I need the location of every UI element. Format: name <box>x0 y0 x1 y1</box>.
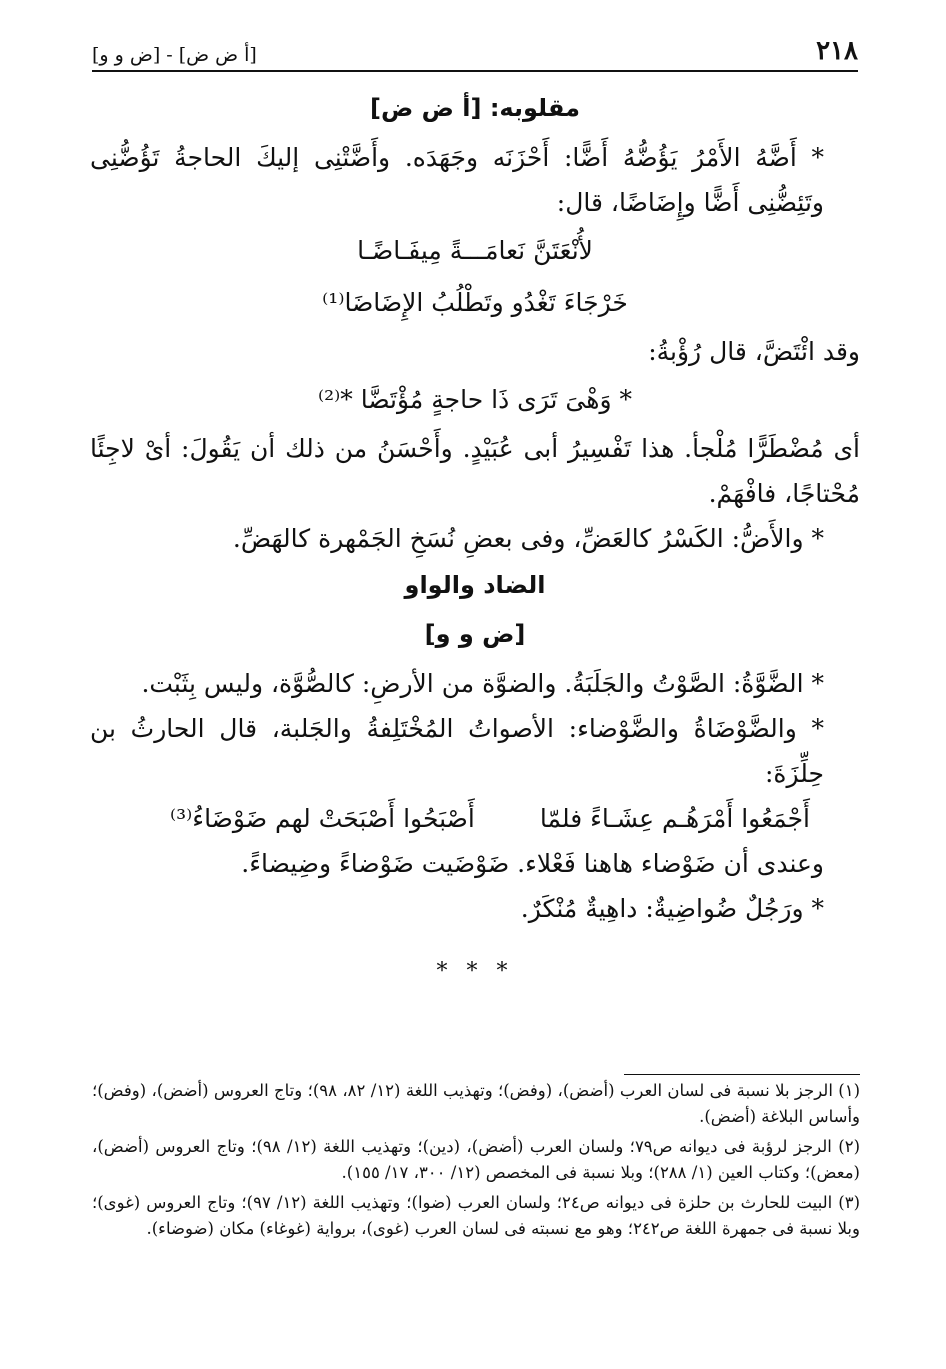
hemistich-second: أَصْبَحُوا أَصْبَحَتْ لهم ضَوْضَاءُ⁽³⁾ <box>170 804 475 833</box>
section-heading-maqlub: مقلوبه: [أ ض ض] <box>370 94 580 122</box>
paragraph: أى مُضْطَرًّا مُلْجأ. هذا تَفْسِيرُ أبى عُبَيْدٍ. وأَحْسَنُ من ذلك أن يَقُولَ: أىْ لاجِئًا مُحْتاجًا، فافْهَمْ. <box>90 434 860 508</box>
verse-line: لأُنْعَتَنَّ نَعامَـــةً مِيفَـاضًـا <box>357 236 593 265</box>
running-head: [أ ض ض] - [ض و و] <box>92 44 257 66</box>
paragraph: * أَضَّهُ الأَمْرُ يَؤُضُّهُ أَضًّا: أَحْزَنَه وجَهَدَه. وأَضَّتْنِى إليكَ الحاجةُ تَؤُضُّنِى وتَئِضُّنِى أَضًّا وإِضَاضًا، قال: <box>90 143 824 217</box>
root-heading: [ض و و] <box>424 620 526 648</box>
paragraph: * ورَجُلٌ ضُواضِيةٌ: داهِيةٌ مُنْكَرٌ. <box>520 894 824 923</box>
page-header <box>92 30 858 72</box>
footnote-rule <box>624 1074 860 1075</box>
paragraph: * والأَضُّ: الكَسْرُ كالعَضِّ، وفى بعضِ نُسَخِ الجَمْهرة كالهَضِّ. <box>232 524 824 553</box>
paragraph: * والضَّوْضَاةُ والضَّوْضاء: الأصواتُ المُخْتَلِفةُ والجَلبة، قال الحارثُ بن حِلِّزَةَ: <box>90 714 824 788</box>
verse-line: * وَهْىَ تَرَى ذَا حاجةٍ مُؤْتَضَّا *⁽²⁾ <box>318 385 632 414</box>
page-number: ٢١٨ <box>816 36 858 66</box>
paragraph: وعندى أن ضَوْضاء هاهنا فَعْلاء. ضَوْضَيت ضَوْضاءً وضِيضاءً. <box>241 849 824 878</box>
verse-couplet <box>90 796 860 841</box>
paragraph: * الضَّوَّةُ: الصَّوْتُ والجَلَبَةُ. والضوَّة من الأرضِ: كالصُّوَّة، وليس بِثَبْت. <box>141 669 824 698</box>
footnote: (٢) الرجز لرؤبة فى ديوانه ص٧٩؛ ولسان العرب (أضض)، (دين)؛ وتهذيب اللغة (١٢/ ٩٨)؛ وتاج العروس (أضض)، (معض)؛ وكتاب العين (١/ ٢٨٨)؛ وبلا نسبة فى المخصص (١٢/ ٣٠٠، ١٧/ ١٥٥). <box>92 1137 861 1182</box>
main-text <box>90 84 860 994</box>
paragraph: وقد ائْتَضَّ، قال رُؤْبةُ: <box>648 337 860 366</box>
section-heading-dad-waw: الضاد والواو <box>404 571 546 599</box>
hemistich-first: أَجْمَعُوا أَمْرَهُـم عِشَـاءً فلمّا <box>539 804 810 833</box>
footnotes <box>92 1078 860 1246</box>
footnote: (١) الرجز بلا نسبة فى لسان العرب (أضض)، (وفض)؛ وتهذيب اللغة (١٢/ ٨٢، ٩٨)؛ وتاج العروس (أضض)، (وفض)؛ وأساس البلاغة (أضض). <box>92 1081 860 1126</box>
verse-line: خَرْجَاءَ تَغْدُو وتَطْلُبُ الإِضَاضَا⁽¹⁾ <box>322 288 628 317</box>
footnote: (٣) البيت للحارث بن حلزة فى ديوانه ص٢٤؛ ولسان العرب (ضوا)؛ وتهذيب اللغة (١٢/ ٩٧)؛ وتاج العروس (غوى)؛ وبلا نسبة فى جمهرة اللغة ص٢٤٢؛ وهو مع نسبته فى لسان العرب (غوى)، برواية (غوغاء) مكان (ضوضاء). <box>92 1193 860 1238</box>
section-separator: * * * <box>436 959 514 984</box>
